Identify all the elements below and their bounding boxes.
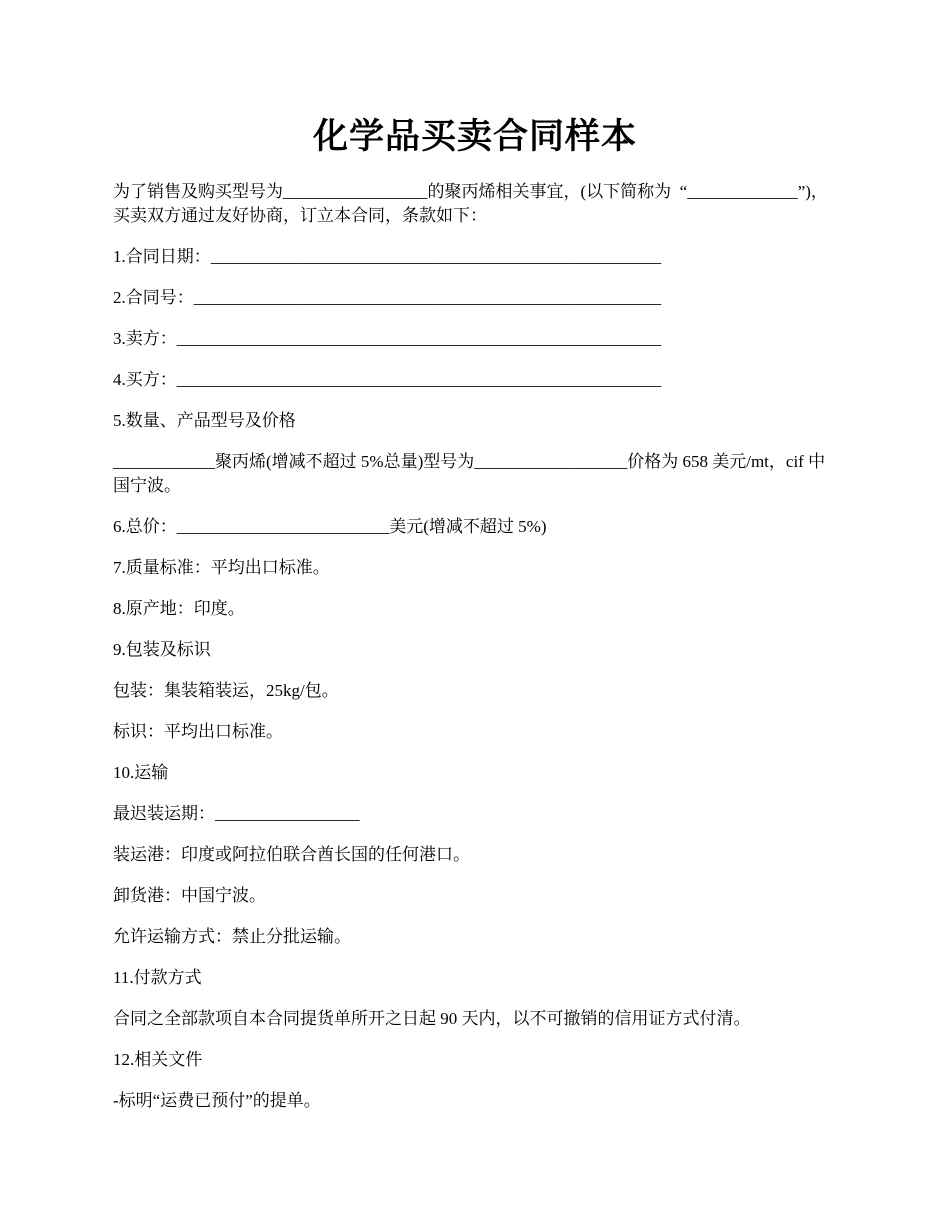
document-body: [113, 180, 839, 1130]
clause-payment: 合同之全部款项自本合同提货单所开之日起 90 天内，以不可撤销的信用证方式付清。: [113, 1009, 751, 1028]
clause-quantity-heading: 5.数量、产品型号及价格: [113, 411, 296, 430]
clause-transport-mode: 允许运输方式：禁止分批运输。: [113, 927, 351, 946]
clause-documents-heading: 12.相关文件: [113, 1050, 203, 1069]
clause-packing: 包装：集装箱装运，25kg/包。: [113, 681, 339, 700]
clause-marking: 标识：平均出口标准。: [113, 722, 283, 741]
clause-packing-heading: 9.包装及标识: [113, 640, 211, 659]
clause-quantity-detail: ____________聚丙烯(增减不超过 5%总量)型号为__________________价格为 658 美元/mt，cif 中国宁波。: [113, 452, 826, 495]
clause-contract-number: 2.合同号：_______________________________________________________: [113, 288, 662, 307]
clause-latest-shipment: 最迟装运期：_________________: [113, 804, 360, 823]
clause-loading-port: 装运港：印度或阿拉伯联合酋长国的任何港口。: [113, 845, 470, 864]
clause-discharge-port: 卸货港：中国宁波。: [113, 886, 266, 905]
clause-bill-of-lading: -标明“运费已预付”的提单。: [113, 1091, 321, 1110]
intro-paragraph: 为了销售及购买型号为_________________的聚丙烯相关事宜，(以下简称为 “_____________”)，买卖双方通过友好协商，订立本合同，条款如下：: [113, 182, 828, 225]
clause-total-price: 6.总价：_________________________美元(增减不超过 5%): [113, 517, 547, 536]
clause-shipment-heading: 10.运输: [113, 763, 169, 782]
clause-payment-heading: 11.付款方式: [113, 968, 202, 987]
clause-buyer: 4.买方：_________________________________________________________: [113, 370, 662, 389]
clause-origin: 8.原产地：印度。: [113, 599, 245, 618]
document-title: 化学品买卖合同样本: [312, 117, 637, 156]
clause-seller: 3.卖方：_________________________________________________________: [113, 329, 662, 348]
clause-contract-date: 1.合同日期：_____________________________________________________: [113, 247, 662, 266]
clause-quality-standard: 7.质量标准：平均出口标准。: [113, 558, 330, 577]
